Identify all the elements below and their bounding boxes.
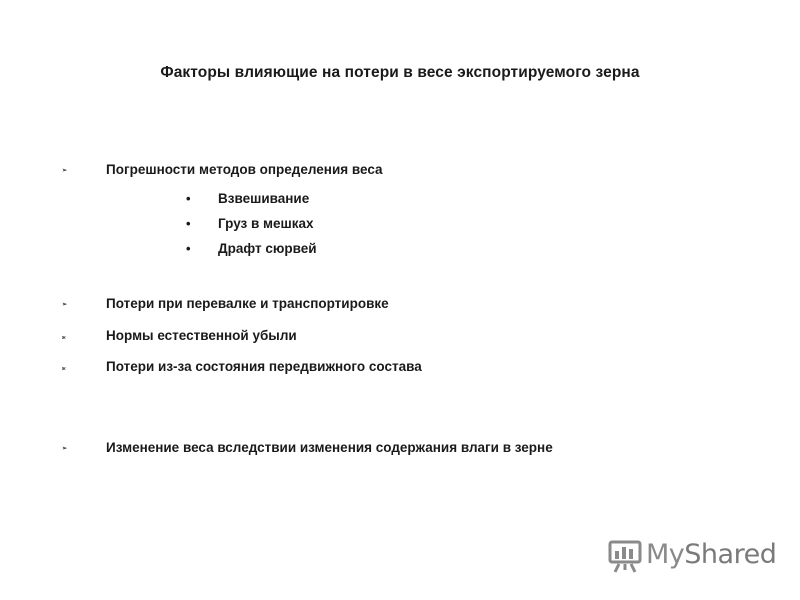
logo-suffix: Shared xyxy=(684,539,777,570)
presentation-chart-icon xyxy=(606,536,644,574)
list-item-text: Нормы естественной убыли xyxy=(106,328,297,343)
dot-bullet-icon: • xyxy=(186,191,191,206)
star-bullet-icon: ж xyxy=(62,366,66,372)
arrow-bullet-icon: ➢ xyxy=(62,302,68,308)
logo-prefix: My xyxy=(646,539,685,570)
dot-bullet-icon: • xyxy=(186,241,191,256)
list-item-text: Потери из-за состояния передвижного состава xyxy=(106,359,422,374)
dot-bullet-icon: • xyxy=(186,216,191,231)
list-item-text: Изменение веса вследствии изменения содержания влаги в зерне xyxy=(106,440,553,455)
sub-item-text: Взвешивание xyxy=(218,191,310,206)
sub-item-text: Груз в мешках xyxy=(218,216,314,231)
list-item-text: Погрешности методов определения веса xyxy=(106,162,383,177)
star-bullet-icon: ж xyxy=(62,335,66,341)
sub-item-text: Драфт сюрвей xyxy=(218,241,317,256)
slide-title: Факторы влияющие на потери в весе экспортируемого зерна xyxy=(160,64,640,81)
myshared-logo xyxy=(606,536,777,574)
list-item-text: Потери при перевалке и транспортировке xyxy=(106,296,389,311)
arrow-bullet-icon: ➢ xyxy=(62,446,68,452)
logo-wordmark xyxy=(646,538,776,572)
arrow-bullet-icon: ➢ xyxy=(62,168,68,174)
